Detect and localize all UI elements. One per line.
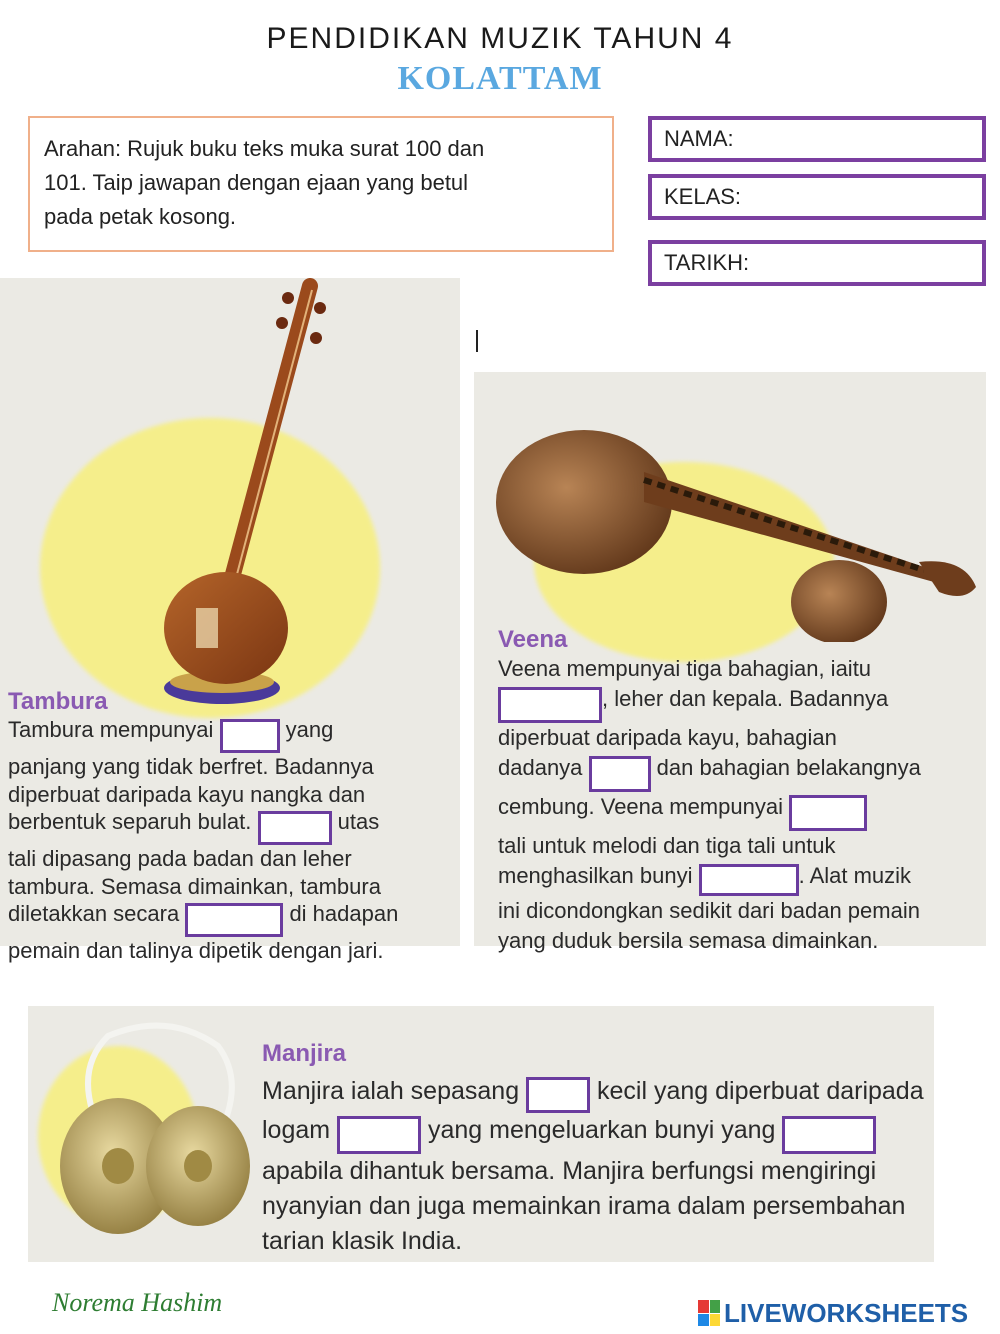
veena-blank-3[interactable] <box>789 795 867 831</box>
answer-input[interactable] <box>188 908 280 936</box>
tambura-text <box>8 716 454 965</box>
text-segment: dan bahagian belakangnya <box>650 755 921 780</box>
tambura-blank-1[interactable] <box>220 719 280 753</box>
brand-text: LIVEWORKSHEETS <box>724 1297 969 1328</box>
text-segment: menghasilkan bunyi <box>498 863 699 888</box>
text-segment: berbentuk separuh bulat. <box>8 809 258 834</box>
text-segment: utas <box>331 809 380 834</box>
text-segment: dadanya <box>498 755 589 780</box>
text-line <box>262 1113 922 1154</box>
worksheet-title: PENDIDIKAN MUZIK TAHUN 4 <box>266 22 734 55</box>
author-signature: Norema Hashim <box>52 1288 223 1317</box>
text-segment: Tambura mempunyai <box>8 717 220 742</box>
instructions-line: Arahan: Rujuk buku teks muka surat 100 dan <box>44 136 485 161</box>
nama-field[interactable] <box>648 116 986 162</box>
answer-input[interactable] <box>702 871 796 897</box>
tambura-blank-2[interactable] <box>258 811 332 845</box>
answer-input[interactable] <box>592 761 648 791</box>
text-line <box>8 716 454 753</box>
text-segment: logam <box>262 1116 338 1144</box>
text-line: tali untuk melodi dan tiga tali untuk <box>498 833 836 858</box>
text-segment: kecil yang diperbuat daripada <box>590 1077 924 1105</box>
instructions-line: pada petak kosong. <box>44 204 237 229</box>
manjira-blank-2[interactable] <box>337 1116 421 1154</box>
instructions-line: 101. Taip jawapan dengan ejaan yang betul <box>44 170 469 195</box>
text-segment: , leher dan kepala. Badannya <box>602 686 889 711</box>
answer-input[interactable] <box>261 816 329 844</box>
text-line <box>8 808 454 845</box>
answer-input[interactable] <box>529 1085 587 1115</box>
manjira-blank-1[interactable] <box>526 1077 590 1113</box>
veena-image <box>494 422 984 642</box>
veena-blank-1[interactable] <box>498 687 602 723</box>
text-line: ini dicondongkan sedikit dari badan pemain <box>498 898 920 923</box>
text-line: tarian klasik India. <box>262 1227 463 1255</box>
text-line <box>262 1074 922 1113</box>
worksheet-subtitle: KOLATTAM <box>397 60 603 97</box>
text-segment: Manjira ialah sepasang <box>262 1077 527 1105</box>
kelas-field[interactable] <box>648 174 986 220</box>
text-line <box>498 753 978 792</box>
text-line <box>498 684 978 723</box>
nama-label: NAMA: <box>664 126 734 151</box>
tarikh-label: TARIKH: <box>664 250 750 275</box>
veena-title: Veena <box>498 626 568 653</box>
manjira-text <box>262 1074 922 1259</box>
tambura-image <box>160 278 340 708</box>
veena-text <box>498 654 978 956</box>
tarikh-field[interactable] <box>648 240 986 286</box>
answer-input[interactable] <box>785 1123 873 1155</box>
text-line <box>498 792 978 831</box>
manjira-image <box>48 1016 268 1256</box>
text-cursor <box>476 330 478 352</box>
text-line: panjang yang tidak berfret. Badannya <box>8 754 374 779</box>
text-line: apabila dihantuk bersama. Manjira berfungsi mengiringi <box>262 1157 877 1185</box>
veena-blank-2[interactable] <box>589 756 651 792</box>
text-segment: di hadapan <box>283 901 399 926</box>
text-line: yang duduk bersila semasa dimainkan. <box>498 928 879 953</box>
text-segment: . Alat muzik <box>798 863 912 888</box>
instructions-box <box>28 116 614 252</box>
text-line: Veena mempunyai tiga bahagian, iaitu <box>498 656 872 681</box>
answer-input[interactable] <box>792 800 864 830</box>
kelas-label: KELAS: <box>664 184 742 209</box>
text-line: tambura. Semasa dimainkan, tambura <box>8 873 381 899</box>
answer-input[interactable] <box>340 1123 418 1155</box>
text-line: tali dipasang pada badan dan leher <box>8 846 352 871</box>
liveworksheets-brand[interactable] <box>698 1298 968 1328</box>
veena-blank-4[interactable] <box>699 864 799 896</box>
manjira-title: Manjira <box>262 1040 347 1067</box>
tambura-title: Tambura <box>8 688 108 715</box>
text-line: diperbuat daripada kayu, bahagian <box>498 725 837 750</box>
text-segment: diletakkan secara <box>8 901 186 926</box>
text-line <box>498 861 978 896</box>
text-line: pemain dan talinya dipetik dengan jari. <box>8 938 384 963</box>
answer-input[interactable] <box>223 724 277 752</box>
text-line <box>8 900 454 937</box>
answer-input[interactable] <box>501 692 599 722</box>
text-line: nyanyian dan juga memainkan irama dalam persembahan <box>262 1192 906 1220</box>
tambura-blank-3[interactable] <box>185 903 283 937</box>
text-segment: yang <box>279 717 334 742</box>
liveworksheets-logo-icon <box>698 1300 720 1326</box>
text-line: diperbuat daripada kayu nangka dan <box>8 781 366 807</box>
text-segment: cembung. Veena mempunyai <box>498 794 790 819</box>
text-segment: yang mengeluarkan bunyi yang <box>421 1116 783 1144</box>
manjira-blank-3[interactable] <box>782 1116 876 1154</box>
